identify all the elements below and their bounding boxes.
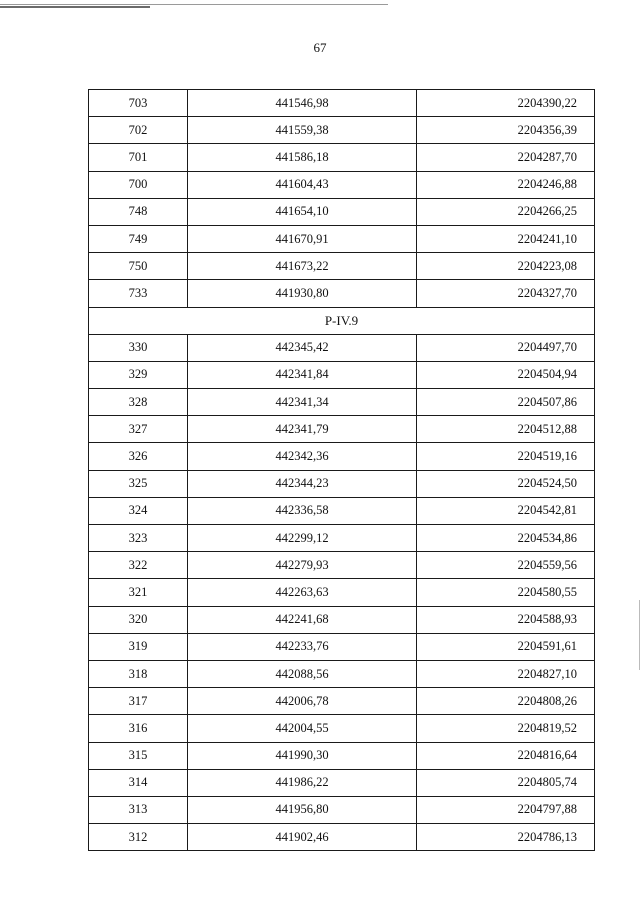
y-coordinate-cell: 2204241,10	[417, 225, 595, 252]
x-coordinate-cell: 441654,10	[188, 198, 417, 225]
x-coordinate-cell: 442345,42	[188, 334, 417, 361]
y-coordinate-cell: 2204819,52	[417, 715, 595, 742]
x-coordinate-cell: 441673,22	[188, 253, 417, 280]
y-coordinate-cell: 2204390,22	[417, 90, 595, 117]
point-number-cell: 313	[89, 796, 188, 823]
point-number-cell: 327	[89, 416, 188, 443]
y-coordinate-cell: 2204519,16	[417, 443, 595, 470]
y-coordinate-cell: 2204246,88	[417, 171, 595, 198]
table-row	[89, 497, 595, 524]
point-number-cell: 320	[89, 606, 188, 633]
table-row	[89, 90, 595, 117]
table-row	[89, 688, 595, 715]
point-number-cell: 748	[89, 198, 188, 225]
x-coordinate-cell: 441604,43	[188, 171, 417, 198]
x-coordinate-cell: 442344,23	[188, 470, 417, 497]
point-number-cell: 314	[89, 769, 188, 796]
table-row	[89, 796, 595, 823]
table-row	[89, 579, 595, 606]
section-row	[89, 307, 595, 334]
x-coordinate-cell: 441902,46	[188, 824, 417, 851]
table-row	[89, 742, 595, 769]
x-coordinate-cell: 442233,76	[188, 633, 417, 660]
y-coordinate-cell: 2204327,70	[417, 280, 595, 307]
table-row	[89, 225, 595, 252]
point-number-cell: 318	[89, 660, 188, 687]
table-row	[89, 525, 595, 552]
point-number-cell: 323	[89, 525, 188, 552]
x-coordinate-cell: 441670,91	[188, 225, 417, 252]
point-number-cell: 319	[89, 633, 188, 660]
point-number-cell: 749	[89, 225, 188, 252]
point-number-cell: 701	[89, 144, 188, 171]
point-number-cell: 316	[89, 715, 188, 742]
y-coordinate-cell: 2204497,70	[417, 334, 595, 361]
table-row	[89, 633, 595, 660]
coordinates-table	[88, 89, 595, 851]
page-number: 67	[313, 40, 327, 55]
table-row	[89, 198, 595, 225]
x-coordinate-cell: 442342,36	[188, 443, 417, 470]
x-coordinate-cell: 441990,30	[188, 742, 417, 769]
point-number-cell: 700	[89, 171, 188, 198]
x-coordinate-cell: 442088,56	[188, 660, 417, 687]
y-coordinate-cell: 2204287,70	[417, 144, 595, 171]
header-rule	[0, 4, 388, 5]
table-row	[89, 606, 595, 633]
table-row	[89, 253, 595, 280]
y-coordinate-cell: 2204524,50	[417, 470, 595, 497]
y-coordinate-cell: 2204786,13	[417, 824, 595, 851]
point-number-cell: 326	[89, 443, 188, 470]
table-row	[89, 470, 595, 497]
point-number-cell: 733	[89, 280, 188, 307]
point-number-cell: 702	[89, 117, 188, 144]
table-row	[89, 361, 595, 388]
x-coordinate-cell: 442341,84	[188, 361, 417, 388]
y-coordinate-cell: 2204808,26	[417, 688, 595, 715]
y-coordinate-cell: 2204559,56	[417, 552, 595, 579]
table-row	[89, 824, 595, 851]
point-number-cell: 315	[89, 742, 188, 769]
x-coordinate-cell: 441546,98	[188, 90, 417, 117]
table-row	[89, 117, 595, 144]
point-number-cell: 328	[89, 389, 188, 416]
x-coordinate-cell: 442341,79	[188, 416, 417, 443]
point-number-cell: 317	[89, 688, 188, 715]
x-coordinate-cell: 441559,38	[188, 117, 417, 144]
x-coordinate-cell: 442299,12	[188, 525, 417, 552]
header-rule-thick	[0, 6, 150, 8]
table-row	[89, 389, 595, 416]
x-coordinate-cell: 442263,63	[188, 579, 417, 606]
point-number-cell: 322	[89, 552, 188, 579]
x-coordinate-cell: 442006,78	[188, 688, 417, 715]
point-number-cell: 321	[89, 579, 188, 606]
y-coordinate-cell: 2204542,81	[417, 497, 595, 524]
table-row	[89, 443, 595, 470]
x-coordinate-cell: 442004,55	[188, 715, 417, 742]
x-coordinate-cell: 441930,80	[188, 280, 417, 307]
y-coordinate-cell: 2204534,86	[417, 525, 595, 552]
y-coordinate-cell: 2204507,86	[417, 389, 595, 416]
point-number-cell: 330	[89, 334, 188, 361]
point-number-cell: 703	[89, 90, 188, 117]
table-row	[89, 416, 595, 443]
table-row	[89, 144, 595, 171]
y-coordinate-cell: 2204797,88	[417, 796, 595, 823]
x-coordinate-cell: 441956,80	[188, 796, 417, 823]
point-number-cell: 325	[89, 470, 188, 497]
y-coordinate-cell: 2204223,08	[417, 253, 595, 280]
x-coordinate-cell: 442279,93	[188, 552, 417, 579]
point-number-cell: 750	[89, 253, 188, 280]
y-coordinate-cell: 2204356,39	[417, 117, 595, 144]
section-label: P-IV.9	[89, 307, 595, 334]
y-coordinate-cell: 2204805,74	[417, 769, 595, 796]
x-coordinate-cell: 441986,22	[188, 769, 417, 796]
y-coordinate-cell: 2204816,64	[417, 742, 595, 769]
x-coordinate-cell: 442241,68	[188, 606, 417, 633]
table-row	[89, 715, 595, 742]
y-coordinate-cell: 2204266,25	[417, 198, 595, 225]
y-coordinate-cell: 2204588,93	[417, 606, 595, 633]
y-coordinate-cell: 2204580,55	[417, 579, 595, 606]
point-number-cell: 329	[89, 361, 188, 388]
x-coordinate-cell: 441586,18	[188, 144, 417, 171]
y-coordinate-cell: 2204504,94	[417, 361, 595, 388]
table-row	[89, 769, 595, 796]
table-row	[89, 552, 595, 579]
table-row	[89, 171, 595, 198]
point-number-cell: 324	[89, 497, 188, 524]
table-row	[89, 334, 595, 361]
x-coordinate-cell: 442341,34	[188, 389, 417, 416]
table-row	[89, 660, 595, 687]
y-coordinate-cell: 2204591,61	[417, 633, 595, 660]
y-coordinate-cell: 2204827,10	[417, 660, 595, 687]
point-number-cell: 312	[89, 824, 188, 851]
coordinates-table-body	[89, 90, 595, 851]
y-coordinate-cell: 2204512,88	[417, 416, 595, 443]
table-row	[89, 280, 595, 307]
x-coordinate-cell: 442336,58	[188, 497, 417, 524]
